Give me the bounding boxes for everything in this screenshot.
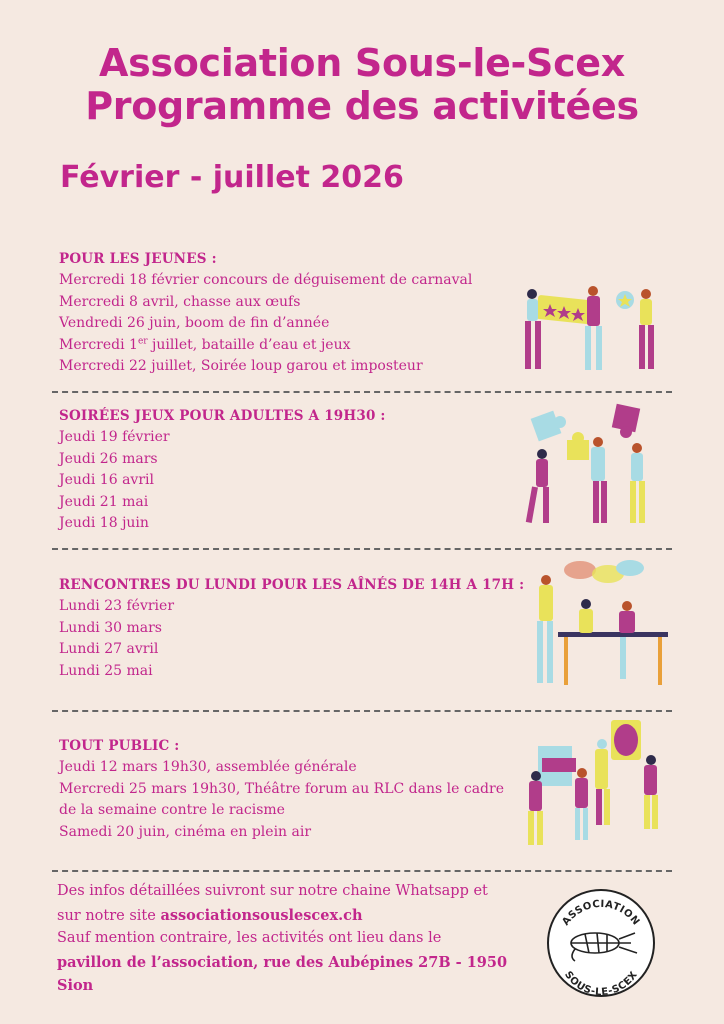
logo-top-text: ASSOCIATION — [560, 898, 642, 928]
list-item: Jeudi 16 avril — [59, 472, 154, 489]
logo-bottom-text: SOUS-LE-SCEX — [562, 969, 640, 999]
section-heading: SOIRÉES JEUX POUR ADULTES A 19H30 : — [59, 408, 386, 424]
list-item: Lundi 25 mai — [59, 662, 153, 679]
separator — [52, 870, 672, 872]
section-heading: POUR LES JEUNES : — [59, 251, 217, 267]
footer-text: sur notre site — [57, 907, 161, 924]
list-item: Jeudi 19 février — [59, 429, 170, 445]
separator — [52, 548, 672, 550]
period-subtitle: Février - juillet 2026 — [60, 160, 404, 195]
list-item: Jeudi 26 mars — [59, 450, 158, 467]
section-heading: RENCONTRES DU LUNDI POUR LES AÎNÉS DE 14H A 17H : — [59, 577, 525, 593]
list-item: Lundi 23 février — [59, 598, 175, 614]
rating-illustration — [512, 282, 672, 378]
section-jeunes — [59, 248, 472, 378]
meeting-illustration — [522, 558, 672, 690]
list-item-1er-juillet: Mercredi 1er juillet, bataille d’eau et jeux — [59, 336, 351, 353]
list-item: Samedi 20 juin, cinéma en plein air — [59, 823, 312, 840]
list-item: de la semaine contre le racisme — [59, 802, 285, 819]
address-line — [57, 951, 507, 975]
footer-line: Sauf mention contraire, les activités ont lieu dans le — [57, 930, 442, 946]
section-heading: TOUT PUBLIC : — [59, 738, 180, 754]
address-city — [57, 974, 507, 998]
list-item: Jeudi 21 mai — [59, 493, 149, 510]
list-item: Jeudi 12 mars 19h30, assemblée générale — [59, 759, 357, 775]
list-item: Mercredi 8 avril, chasse aux œufs — [59, 293, 301, 310]
city-text: Sion — [57, 977, 94, 994]
association-logo — [545, 887, 657, 999]
list-item: Mercredi 18 février concours de déguisement de carnaval — [59, 272, 473, 288]
footer-info — [57, 880, 507, 998]
address-text: pavillon de l’association, rue des Aubépines 27B - 1950 — [57, 953, 508, 971]
list-item: Mercredi 25 mars 19h30, Théâtre forum au RLC dans le cadre — [59, 780, 504, 797]
footer-line — [57, 904, 507, 928]
title-line-2: Programme des activitées — [85, 84, 639, 128]
footer-line: Des infos détaillées suivront sur notre chaine Whatsapp et — [57, 883, 488, 899]
list-item: Vendredi 26 juin, boom de fin d’année — [59, 315, 330, 332]
page-title — [0, 42, 724, 128]
section-adultes — [59, 405, 386, 535]
list-item: Lundi 30 mars — [59, 619, 162, 636]
title-line-1: Association Sous-le-Scex — [99, 41, 625, 85]
separator — [52, 391, 672, 393]
website-link[interactable]: associationsouslescex.ch — [160, 906, 363, 924]
separator — [52, 710, 672, 712]
list-item: Mercredi 22 juillet, Soirée loup garou et imposteur — [59, 358, 423, 375]
list-item: Lundi 27 avril — [59, 641, 159, 658]
puzzle-illustration — [512, 400, 672, 530]
section-tout-public — [59, 735, 504, 843]
section-aines — [59, 574, 524, 682]
list-item: Jeudi 18 juin — [59, 515, 149, 532]
public-illustration — [516, 718, 672, 848]
